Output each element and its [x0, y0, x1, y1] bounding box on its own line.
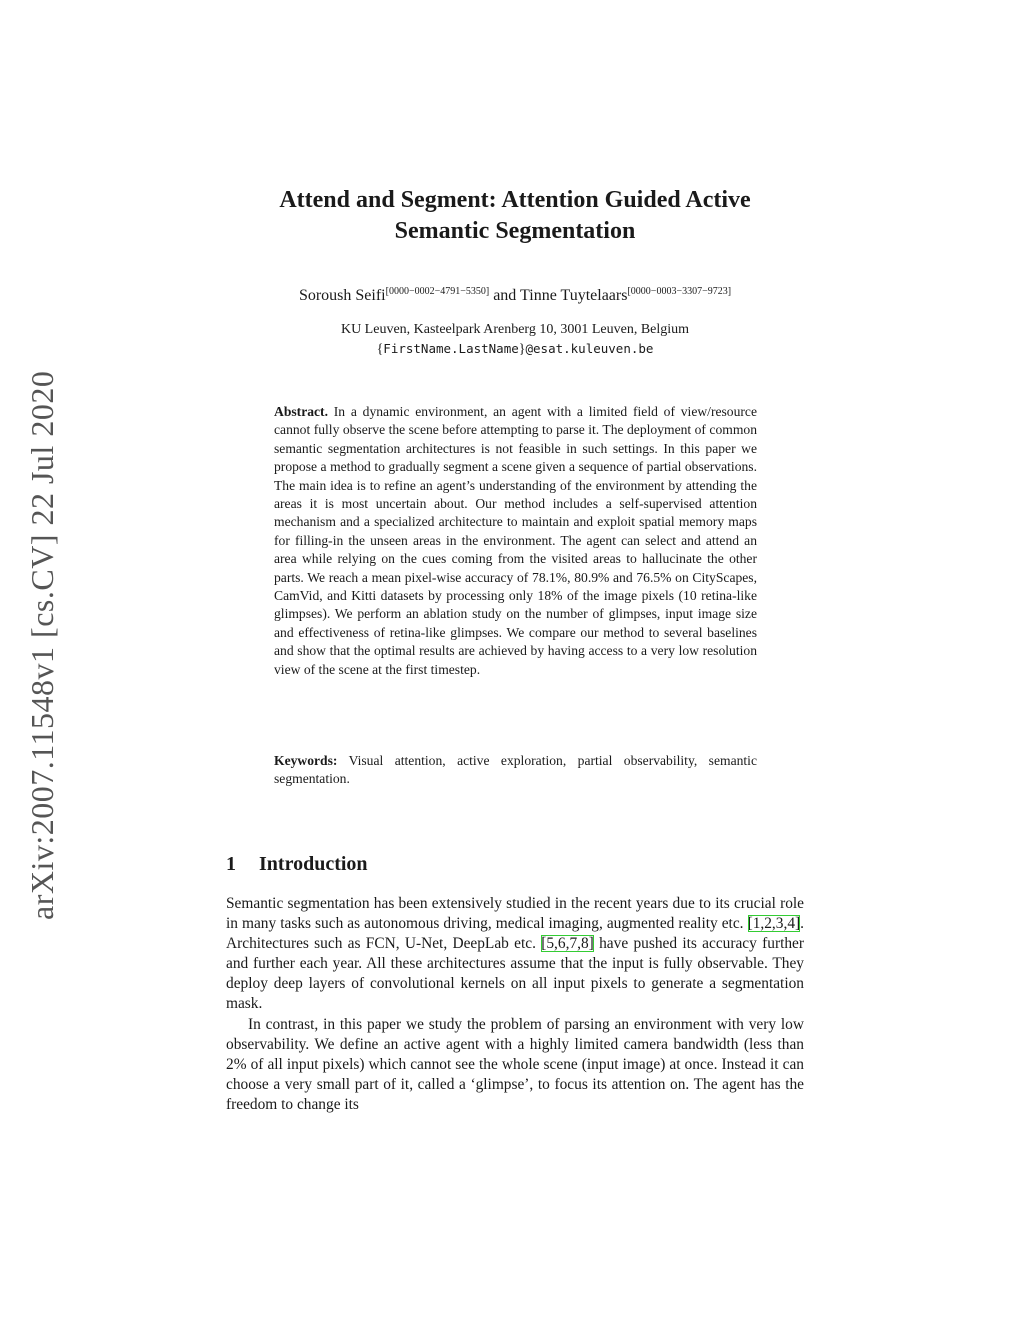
affiliation-address: KU Leuven, Kasteelpark Arenberg 10, 3001 Leuven, Belgium: [340, 322, 690, 337]
title-line-1: Attend and Segment: Attention Guided Active: [279, 187, 751, 213]
citation-link[interactable]: [1,2,3,4]: [747, 915, 801, 933]
section-heading: [226, 851, 626, 877]
email-name: FirstName.LastName: [383, 341, 519, 356]
author-email: [200, 339, 830, 359]
author-orcid: [0000−0003−3307−9723]: [627, 286, 732, 297]
keywords-text: Visual attention, active exploration, partial observability, semantic segmentation.: [274, 753, 757, 787]
intro-text: have pushed its accuracy further and further each year. All these architectures assume that the input is fully observable. They deploy deep layers of convolutional kernels on all input pixels to generate a segmentation mask.: [226, 935, 804, 1013]
abstract-label: Abstract.: [274, 404, 328, 419]
arxiv-identifier-stamp: arXiv:2007.11548v1 [cs.CV] 22 Jul 2020: [24, 370, 60, 920]
introduction-body: [226, 894, 804, 1115]
paper-title: [200, 185, 830, 247]
intro-text: Semantic segmentation has been extensively studied in the recent years due to its crucial role in many tasks such as autonomous driving, medical imaging, augmented reality etc.: [226, 895, 804, 933]
email-domain: @esat.kuleuven.be: [525, 341, 654, 356]
email-brace-open: {: [376, 342, 384, 357]
keywords: [274, 752, 757, 789]
abstract: [274, 403, 757, 679]
author-conjunction: and: [493, 287, 517, 304]
email-brace-close: }: [518, 342, 526, 357]
author-name: Tinne Tuytelaars: [520, 287, 628, 304]
intro-text: . Architectures such as FCN, U-Net, DeepLab etc.: [226, 915, 804, 953]
abstract-text: In a dynamic environment, an agent with a limited field of view/resource cannot fully observe the scene before attempting to parse it. The deployment of common semantic segmentation architectures is not feasible in such settings. In this paper we propose a method to gradually segment a scene given a sequence of partial observations. The main idea is to refine an agent’s understanding of the environment by attending the areas it is most uncertain about. Our method includes a self-supervised attention mechanism and a specialized architecture to maintain and exploit spatial memory maps for filling-in the unseen areas in the environment. The agent can select and attend an area while relying on the cues coming from the visited areas to hallucinate the other parts. We reach a mean pixel-wise accuracy of 78.1%, 80.9% and 76.5% on CityScapes, CamVid, and Kitti datasets by processing only 18% of the image pixels (10 retina-like glimpses). We perform an ablation study on the number of glimpses, input image size and effectiveness of retina-like glimpses. We compare our method to several baselines and show that the optimal results are achieved by having access to a very low resolution view of the scene at the first timestep.: [274, 404, 757, 677]
keywords-label: Keywords:: [274, 753, 338, 768]
intro-paragraph-2: In contrast, in this paper we study the problem of parsing an environment with very low observability. We define an active agent with a highly limited camera bandwidth (less than 2% of all input pixels) which cannot see the whole scene (input image) at once. Instead it can choose a very small part of it, called a ‘glimpse’, to focus its attention on. The agent has the freedom to change its: [226, 1015, 804, 1113]
section-title: Introduction: [259, 853, 368, 875]
author-name: Soroush Seifi: [298, 287, 386, 304]
author-orcid: [0000−0002−4791−5350]: [385, 286, 490, 297]
affiliation-block: [200, 320, 830, 359]
title-line-2: Semantic Segmentation: [394, 218, 636, 244]
intro-paragraph-1: [226, 894, 804, 1015]
citation-link[interactable]: [5,6,7,8]: [541, 935, 594, 953]
section-number: 1: [226, 853, 236, 875]
author-list: [200, 281, 830, 307]
